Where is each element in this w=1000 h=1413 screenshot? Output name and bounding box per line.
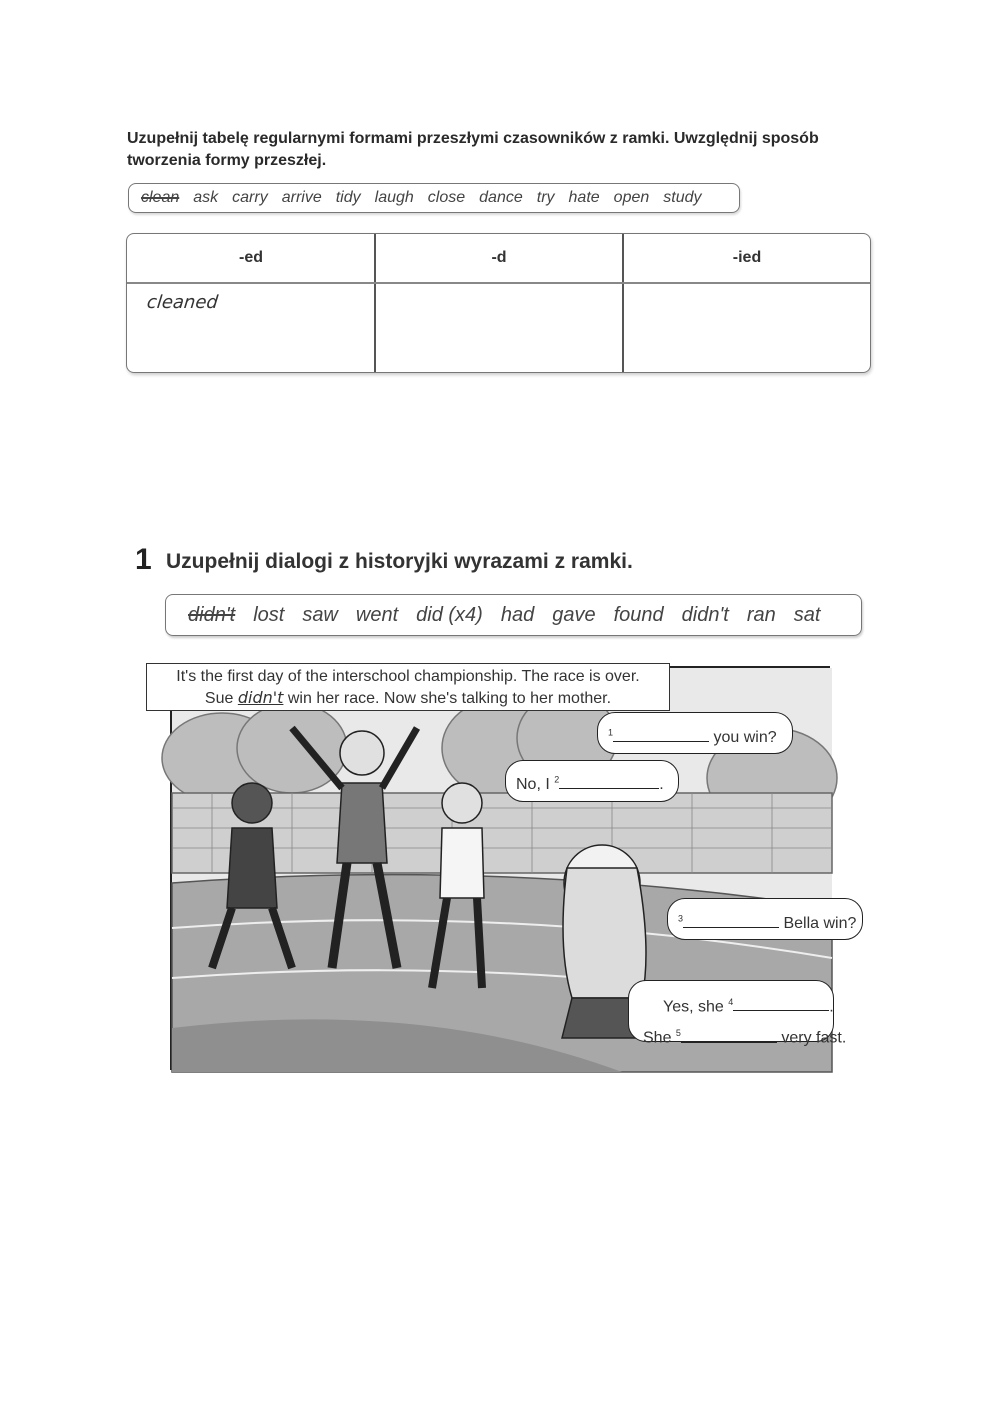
verb-table xyxy=(126,233,871,373)
task2-word-box xyxy=(165,594,862,636)
task1-word: hate xyxy=(568,189,600,206)
gap-number: 3 xyxy=(678,913,684,924)
task2-word: found xyxy=(613,603,664,626)
caption-text: Sue xyxy=(204,690,238,707)
gap-number: 2 xyxy=(554,774,560,785)
task2-word: ran xyxy=(746,603,776,626)
exercise-title: Uzupełnij dialogi z historyjki wyrazami z ramki. xyxy=(166,550,633,573)
task1-instruction: Uzupełnij tabelę regularnymi formami przeszłymi czasowników z ramki. Uwzględnij sposób tworzenia formy przeszłej. xyxy=(127,130,819,169)
task2-word: sat xyxy=(793,603,821,626)
header-divider xyxy=(127,282,870,284)
task1-word: study xyxy=(663,189,702,206)
speech-bubble-4-5 xyxy=(628,980,847,1047)
caption-example-answer: didn't xyxy=(237,688,284,707)
story-caption xyxy=(146,663,670,711)
bubble-text: you win? xyxy=(709,729,777,746)
comic-illustration xyxy=(170,666,857,1070)
bubble-text: . xyxy=(829,998,834,1016)
gap-4[interactable] xyxy=(733,996,829,1011)
bubble-text: very fast. xyxy=(776,1029,847,1047)
caption-line-1: It's the first day of the interschool championship. The race is over. xyxy=(176,668,640,685)
gap-3[interactable] xyxy=(683,913,779,928)
task2-word: had xyxy=(500,603,535,626)
example-answer: cleaned xyxy=(145,292,220,313)
caption-text: win her race. Now she's talking to her mother. xyxy=(283,690,612,707)
col-header-ed: -ed xyxy=(239,249,263,266)
task1-word: tidy xyxy=(335,189,361,206)
bubble-text: Bella win? xyxy=(779,915,857,932)
task1-word: try xyxy=(536,189,555,206)
gap-number: 5 xyxy=(675,1028,681,1039)
task2-word: gave xyxy=(552,603,596,626)
task1-word: dance xyxy=(479,189,523,206)
task1-word-box xyxy=(128,183,740,213)
task2-word: didn't xyxy=(188,603,236,626)
task1-word: carry xyxy=(232,189,268,206)
gap-number: 4 xyxy=(728,997,734,1007)
task1-word: close xyxy=(427,189,466,206)
task1-word: open xyxy=(613,189,650,206)
bubble-text: No, I xyxy=(516,776,555,793)
task2-word: lost xyxy=(253,603,285,626)
gap-number: 1 xyxy=(608,727,614,738)
task1-word: laugh xyxy=(374,189,414,206)
bubble-text: Yes, she xyxy=(663,998,729,1016)
speech-bubble-1 xyxy=(597,712,793,754)
speech-bubble-3 xyxy=(667,898,863,940)
speech-bubble-2 xyxy=(505,760,679,802)
col-header-ied: -ied xyxy=(732,249,762,266)
column-divider xyxy=(374,234,376,372)
task2-word: did (x4) xyxy=(416,603,483,626)
gap-2[interactable] xyxy=(559,774,659,789)
gap-5[interactable] xyxy=(681,1028,777,1043)
bubble-text: . xyxy=(659,776,664,793)
exercise-number: 1 xyxy=(135,543,152,576)
col-header-d: -d xyxy=(491,249,507,266)
task2-word: didn't xyxy=(681,603,729,626)
bubble-text: She xyxy=(643,1029,676,1047)
gap-1[interactable] xyxy=(613,727,709,742)
task2-word: went xyxy=(355,603,399,626)
task1-word: clean xyxy=(141,189,180,206)
column-divider xyxy=(622,234,624,372)
caption-line-2 xyxy=(147,687,669,709)
task1-word: arrive xyxy=(281,189,322,206)
task1-word: ask xyxy=(193,189,219,206)
task2-word: saw xyxy=(302,603,338,626)
